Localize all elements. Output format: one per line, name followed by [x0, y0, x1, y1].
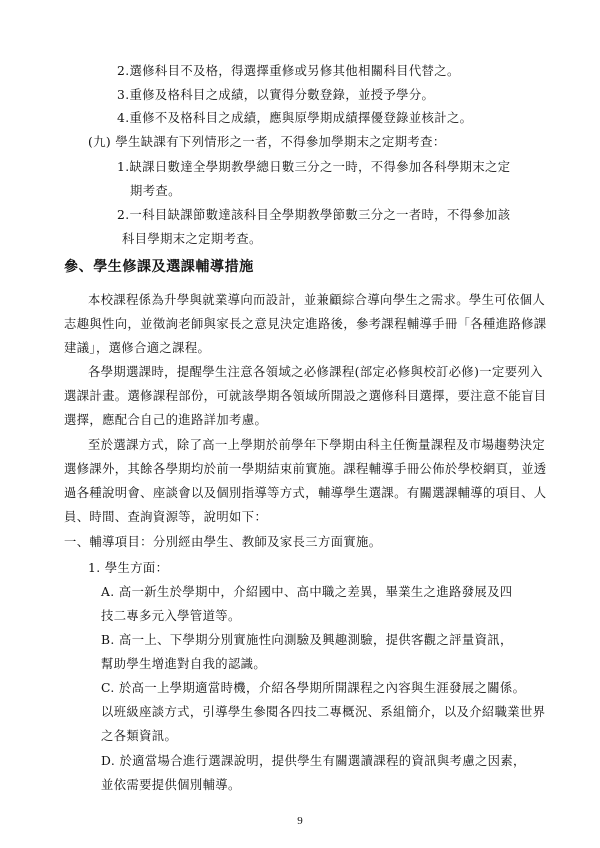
paragraph-2-line-2: 選課計畫。選修課程部份，可就該學期各領域所開設之選修科目選擇，要注意不能盲目: [64, 389, 547, 403]
paragraph-2-line-3: 選擇，應配合自己的進路詳加考慮。: [64, 413, 268, 427]
paragraph-1-line-2: 志趣與性向，並徵詢老師與家長之意見決定進路後，參考課程輔導手冊「各種進路修課: [64, 317, 547, 331]
point-9-item-2: 2.一科目缺課節數達該科目全學期教學節數三分之一者時，不得參加該: [117, 208, 511, 222]
item-c-cont-1: 以班級座談方式，引導學生參閱各四技二專概況、系組簡介，以及介紹職業世界: [101, 705, 546, 719]
paragraph-2-line-1: 各學期選課時，提醒學生注意各領域之必修課程(部定必修與校訂必修)一定要列入: [88, 365, 543, 379]
item-d: D. 於適當場合進行選課說明，提供學生有關選讀課程的資訊與考慮之因素，: [101, 754, 526, 768]
paragraph-3-line-3: 過各種說明會、座談會以及個別指導等方式，輔導學生選課。有關選課輔導的項目、人: [64, 486, 547, 500]
item-c-cont-2: 之各類資訊。: [101, 729, 178, 743]
item-d-cont: 並依需要提供個別輔導。: [101, 778, 241, 792]
point-9-item-2-cont: 科目學期末之定期考查。: [122, 232, 262, 246]
point-9-item-1: 1.缺課日數達全學期教學總日數三分之一時，不得參加各科學期末之定: [117, 160, 511, 174]
paragraph-1-line-3: 建議」，選修合適之課程。: [64, 341, 211, 355]
item-a-cont: 技二專多元入學管道等。: [101, 609, 241, 623]
paragraph-3-line-1: 至於選課方式，除了高一上學期於前學年下學期由科主任衡量課程及市場趨勢決定: [88, 438, 546, 452]
paragraph-3-line-4: 員、時間、查詢資源等，說明如下：: [64, 510, 268, 524]
list-item-4: 4.重修不及格科目之成績，應與原學期成績擇優登錄並核計之。: [117, 111, 473, 125]
point-9-item-1-cont: 期考查。: [130, 184, 181, 198]
list-item-2: 2.選修科目不及格，得選擇重修或另修其他相關科目代替之。: [117, 64, 460, 78]
item-a: A. 高一新生於學期中，介紹國中、高中職之差異，畢業生之進路發展及四: [101, 585, 513, 599]
paragraph-1-line-1: 本校課程係為升學與就業導向而設計，並兼顧綜合導向學生之需求。學生可依個人: [88, 293, 546, 307]
paragraph-3-line-2: 選修課外，其餘各學期均於前一學期結束前實施。課程輔導手冊公佈於學校網頁，並透: [64, 462, 547, 476]
list-item-3: 3.重修及格科目之成績，以實得分數登錄，並授予學分。: [117, 88, 435, 102]
item-c: C. 於高一上學期適當時機，介紹各學期所開課程之內容與生涯發展之關係。: [101, 681, 526, 695]
point-9-title: (九) 學生缺課有下列情形之一者，不得參加學期末之定期考查：: [88, 135, 446, 149]
section-heading: 參、學生修課及選課輔導措施: [64, 259, 254, 275]
guidance-title: 一、輔導項目：分別經由學生、教師及家長三方面實施。: [64, 535, 382, 549]
students-label: 1. 學生方面：: [88, 561, 169, 575]
page-number: 9: [297, 815, 303, 827]
item-b: B. 高一上、下學期分別實施性向測驗及興趣測驗，提供客觀之評量資訊，: [101, 633, 513, 647]
item-b-cont: 幫助學生增進對自我的認識。: [101, 657, 267, 671]
